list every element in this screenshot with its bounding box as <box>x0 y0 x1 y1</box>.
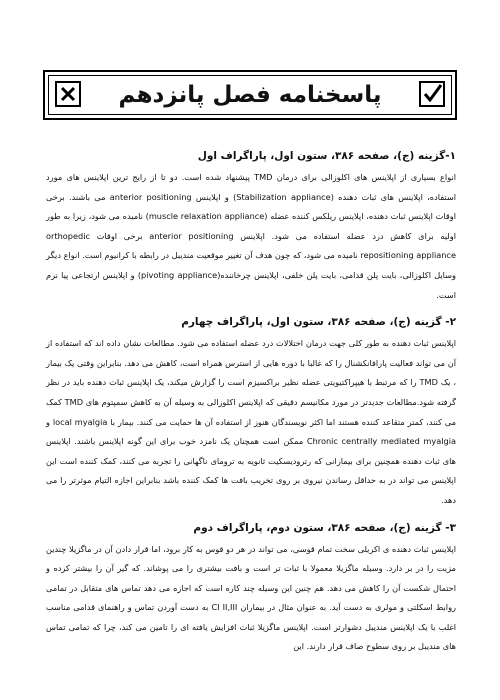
chapter-title: پاسخنامه فصل پانزدهم <box>118 82 382 108</box>
answer-section-3 <box>46 520 456 658</box>
answer-heading: ۳- گزینه (ج)، صفحه ۳۸۶، ستون دوم، پاراگراف دوم <box>193 521 456 534</box>
answer-section-1 <box>46 148 456 305</box>
answer-section-2 <box>46 314 456 510</box>
check-box-icon <box>419 81 445 107</box>
answer-body: اپلاینس ثبات دهنده ی اکریلی سخت تمام قوسی، می تواند در هر دو قوس به کار برود، اما قرار دادن آن در ماگزیلا چندین مزیت را در بر دارد. وسیله ماگزیلا معمولا با ثبات تر است و بافت بیشتری را می پوشاند. که گیر آن را بیشتر کرده و احتمال شکست آن را کاهش می دهد. هم چنین این وسیله چند کاره است که اجازه می دهد تماس های متقابل در تمامی روابط اسکلتی و مولری به دست آید. به عنوان مثال در بیماران CI II,III به دست آوردن تماس و راهنمای قدامی مناسب اغلب با یک اپلاینس مندیبل دشوارتر است. اپلاینس ماگزیلا ثبات افزایش یافته ای را تامین می کند، چرا که تمامی تماس های مندیبل بر روی سطوح صاف قرار دارند. این <box>46 543 456 652</box>
answers-content <box>46 148 456 666</box>
answer-heading: ۲- گزینه (ج)، صفحه ۳۸۶، ستون اول، پاراگراف چهارم <box>181 316 456 329</box>
answer-heading: ۱-گزینه (ج)، صفحه ۳۸۶، ستون اول، پاراگراف اول <box>197 150 456 162</box>
chapter-answer-banner <box>43 70 457 120</box>
answer-body: اپلاینس ثبات دهنده به طور کلی جهت درمان اختلالات درد عضله استفاده می شود. مطالعات نشان داده اند که استفاده از آن می تواند فعالیت پارافانکشنال را که غالبا با دوره هایی از استرس همراه است، کاهش می دهد. بنابراین وقتی یک بیمار ، یک TMD را که مرتبط با هیپراکتیویتی عضله نظیر براکسیزم است را گزارش میکند، یک اپلاینس ثبات دهنده باید در نظر گرفته شود.مطالعات جدیدتر در مورد مکانیسم دقیقی که اپلاینس اکلوزالی به وسیله آن به کاهش سمپتوم های TMD کمک می کنند، کمتر متقاعد کننده هستند اما اکثر نویسندگان هنوز از استفاده آن ها حمایت می کنند. بیمار با local myalgia و Chronic centrally mediated myalgia ممکن است همچنان یک نامزد خوب برای این گونه اپلاینس باشند. اپلاینس های ثبات دهنده همچنین برای بیمارانی که رترودیسکیت ثانویه به ترومای ناگهانی را تجربه می کنند، کمک کننده است این اپلاینس می تواند در به حداقل رساندن نیروی بر روی تخریب بافت ها کمک کننده باشد بنابراین اجازه التیام موثرتر را می دهد. <box>46 338 457 505</box>
answer-body: انواع بسیاری از اپلاینس های اکلوزالی برای درمان TMD پیشنهاد شده است. دو تا از رایج ترین اپلاینس های مورد استفاده، اپلاینس های ثبات دهنده (Stabilization appliance) و اپلاینس anterior positioning می باشند. برخی اوقات اپلاینس ثبات دهنده، اپلاینس ریلکس کننده عضله (muscle relaxation appliance) نامیده می شود، زیرا به طور اولیه برای کاهش درد عضله استفاده می شود. اپلاینس anterior positioning برخی اوقات orthopedic repositioning appliance نامیده می شود، که چون هدف آن تغییر موقعیت مندیبل در رابطه با کرانیوم است. انواع دیگر وسایل اکلوزالی، بایت پلن قدامی، بایت پلن خلفی، اپلاینس چرخاننده(pivoting appliance) و اپلاینس ارتجاعی پیا نرم است. <box>46 172 456 300</box>
